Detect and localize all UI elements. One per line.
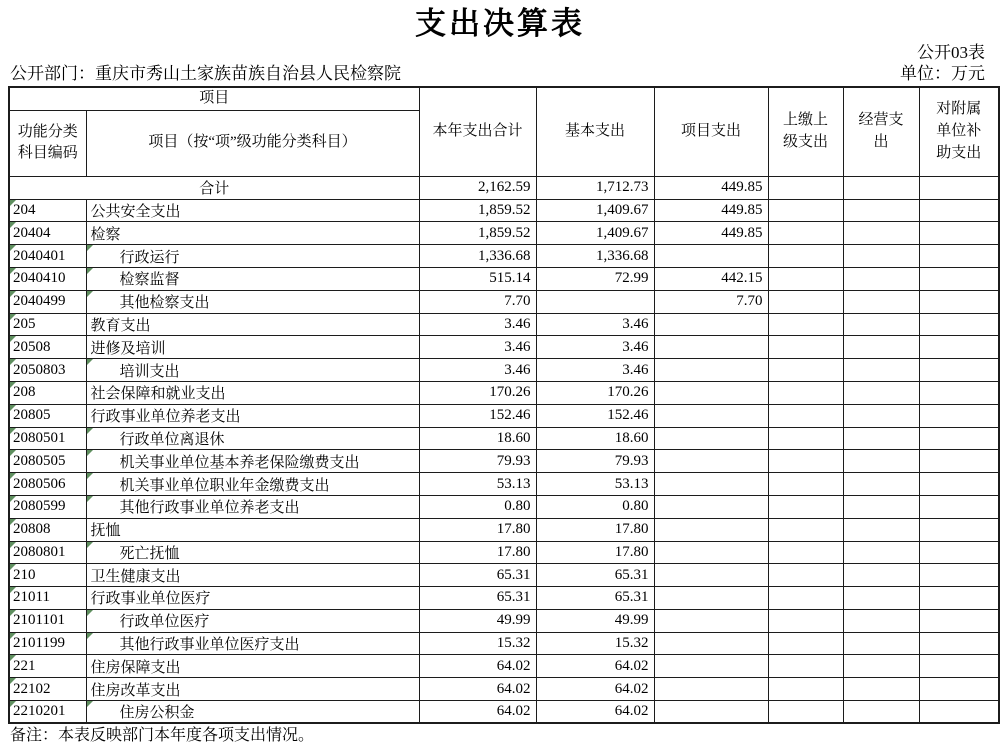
total-value-cell: 15.32 xyxy=(419,632,536,655)
table-row xyxy=(9,541,999,564)
upper-value-cell xyxy=(768,245,843,268)
upper-value-cell xyxy=(768,313,843,336)
item-name-cell: 住房保障支出 xyxy=(86,655,419,678)
total-value-cell: 170.26 xyxy=(419,381,536,404)
operating-value-cell xyxy=(843,495,919,518)
total-value-cell: 79.93 xyxy=(419,450,536,473)
total-value-cell: 1,336.68 xyxy=(419,245,536,268)
total-value-cell: 64.02 xyxy=(419,701,536,724)
table-row xyxy=(9,701,999,724)
project-value-cell xyxy=(654,495,768,518)
basic-value-cell: 1,409.67 xyxy=(536,222,654,245)
total-value-cell: 3.46 xyxy=(419,359,536,382)
upper-value-cell xyxy=(768,359,843,382)
basic-value-cell: 53.13 xyxy=(536,473,654,496)
operating-value-cell xyxy=(843,518,919,541)
project-value-cell: 449.85 xyxy=(654,199,768,222)
subsidy-value-cell xyxy=(919,427,999,450)
code-cell: 2080506 xyxy=(9,473,86,496)
total-value-cell: 53.13 xyxy=(419,473,536,496)
item-name-cell: 培训支出 xyxy=(86,359,419,382)
table-row xyxy=(9,655,999,678)
table-row xyxy=(9,359,999,382)
table-row xyxy=(9,404,999,427)
item-name-cell: 机关事业单位基本养老保险缴费支出 xyxy=(86,450,419,473)
item-name-cell: 行政事业单位养老支出 xyxy=(86,404,419,427)
total-label-cell: 合计 xyxy=(9,176,419,199)
operating-value-cell xyxy=(843,313,919,336)
subsidy-value-cell xyxy=(919,678,999,701)
project-value-cell xyxy=(654,564,768,587)
item-name-cell: 机关事业单位职业年金缴费支出 xyxy=(86,473,419,496)
total-value-cell: 17.80 xyxy=(419,518,536,541)
subsidy-value-cell xyxy=(919,473,999,496)
table-row xyxy=(9,518,999,541)
code-cell: 210 xyxy=(9,564,86,587)
basic-value-cell: 3.46 xyxy=(536,313,654,336)
subsidy-value-cell xyxy=(919,495,999,518)
column-header-upper: 上缴上级支出 xyxy=(768,87,843,176)
column-header-code: 功能分类科目编码 xyxy=(9,110,86,176)
upper-value-cell xyxy=(768,381,843,404)
total-value-cell: 3.46 xyxy=(419,336,536,359)
total-value-cell: 0.80 xyxy=(419,495,536,518)
item-name-cell: 住房改革支出 xyxy=(86,678,419,701)
unit-label: 单位：万元 xyxy=(900,64,985,83)
basic-value-cell: 17.80 xyxy=(536,541,654,564)
operating-value-cell xyxy=(843,267,919,290)
project-value-cell xyxy=(654,587,768,610)
total-value-cell: 515.14 xyxy=(419,267,536,290)
table-code-label: 公开03表 xyxy=(917,43,985,62)
subsidy-value-cell xyxy=(919,199,999,222)
operating-value-cell xyxy=(843,359,919,382)
project-value-cell: 7.70 xyxy=(654,290,768,313)
basic-value-cell: 1,409.67 xyxy=(536,199,654,222)
expenditure-table xyxy=(8,86,1000,724)
operating-value-cell xyxy=(843,290,919,313)
subsidy-value-cell xyxy=(919,290,999,313)
basic-value-cell: 152.46 xyxy=(536,404,654,427)
item-name-cell: 其他检察支出 xyxy=(86,290,419,313)
subsidy-value-cell xyxy=(919,404,999,427)
item-name-cell: 公共安全支出 xyxy=(86,199,419,222)
item-name-cell: 抚恤 xyxy=(86,518,419,541)
subsidy-value-cell xyxy=(919,381,999,404)
code-cell: 2101199 xyxy=(9,632,86,655)
meta-line xyxy=(0,63,1000,85)
project-value-cell xyxy=(654,404,768,427)
table-row xyxy=(9,267,999,290)
code-cell: 22102 xyxy=(9,678,86,701)
basic-value-cell: 1,712.73 xyxy=(536,176,654,199)
project-value-cell xyxy=(654,678,768,701)
code-cell: 2080801 xyxy=(9,541,86,564)
page-title: 支出决算表 xyxy=(415,6,585,41)
subsidy-value-cell xyxy=(919,359,999,382)
basic-value-cell: 64.02 xyxy=(536,701,654,724)
column-header-basic: 基本支出 xyxy=(536,87,654,176)
subsidy-value-cell xyxy=(919,564,999,587)
code-cell: 205 xyxy=(9,313,86,336)
operating-value-cell xyxy=(843,564,919,587)
upper-value-cell xyxy=(768,518,843,541)
operating-value-cell xyxy=(843,245,919,268)
total-value-cell: 64.02 xyxy=(419,678,536,701)
code-cell: 208 xyxy=(9,381,86,404)
upper-value-cell xyxy=(768,222,843,245)
code-cell: 2040410 xyxy=(9,267,86,290)
operating-value-cell xyxy=(843,222,919,245)
subsidy-value-cell xyxy=(919,655,999,678)
table-row xyxy=(9,381,999,404)
subsidy-value-cell xyxy=(919,541,999,564)
project-value-cell xyxy=(654,655,768,678)
code-cell: 2080505 xyxy=(9,450,86,473)
table-row xyxy=(9,609,999,632)
upper-value-cell xyxy=(768,199,843,222)
subsidy-value-cell xyxy=(919,450,999,473)
subsidy-value-cell xyxy=(919,245,999,268)
project-value-cell: 449.85 xyxy=(654,176,768,199)
operating-value-cell xyxy=(843,678,919,701)
basic-value-cell: 17.80 xyxy=(536,518,654,541)
project-value-cell xyxy=(654,701,768,724)
item-name-cell: 死亡抚恤 xyxy=(86,541,419,564)
basic-value-cell: 79.93 xyxy=(536,450,654,473)
operating-value-cell xyxy=(843,450,919,473)
subsidy-value-cell xyxy=(919,313,999,336)
item-name-cell: 其他行政事业单位养老支出 xyxy=(86,495,419,518)
upper-value-cell xyxy=(768,404,843,427)
project-value-cell xyxy=(654,381,768,404)
footer-note: 备注：本表反映部门本年度各项支出情况。 xyxy=(10,727,315,745)
upper-value-cell xyxy=(768,541,843,564)
total-value-cell: 1,859.52 xyxy=(419,222,536,245)
code-cell: 20404 xyxy=(9,222,86,245)
operating-value-cell xyxy=(843,199,919,222)
code-cell: 20508 xyxy=(9,336,86,359)
subsidy-value-cell xyxy=(919,587,999,610)
code-cell: 2040499 xyxy=(9,290,86,313)
project-value-cell xyxy=(654,336,768,359)
project-value-cell xyxy=(654,359,768,382)
table-row xyxy=(9,450,999,473)
subsidy-value-cell xyxy=(919,632,999,655)
upper-value-cell xyxy=(768,564,843,587)
table-row xyxy=(9,473,999,496)
code-cell: 21011 xyxy=(9,587,86,610)
item-name-cell: 住房公积金 xyxy=(86,701,419,724)
table-row xyxy=(9,678,999,701)
total-value-cell: 2,162.59 xyxy=(419,176,536,199)
table-row xyxy=(9,495,999,518)
item-name-cell: 检察监督 xyxy=(86,267,419,290)
total-row xyxy=(9,176,999,199)
item-name-cell: 进修及培训 xyxy=(86,336,419,359)
code-cell: 221 xyxy=(9,655,86,678)
operating-value-cell xyxy=(843,427,919,450)
column-header-operating: 经营支出 xyxy=(843,87,919,176)
table-row xyxy=(9,587,999,610)
upper-value-cell xyxy=(768,678,843,701)
code-cell: 2080599 xyxy=(9,495,86,518)
table-row xyxy=(9,336,999,359)
basic-value-cell: 65.31 xyxy=(536,587,654,610)
item-name-cell: 社会保障和就业支出 xyxy=(86,381,419,404)
upper-value-cell xyxy=(768,587,843,610)
basic-value-cell: 3.46 xyxy=(536,359,654,382)
table-row xyxy=(9,199,999,222)
subsidy-value-cell xyxy=(919,267,999,290)
total-value-cell: 49.99 xyxy=(419,609,536,632)
basic-value-cell: 15.32 xyxy=(536,632,654,655)
operating-value-cell xyxy=(843,176,919,199)
basic-value-cell: 1,336.68 xyxy=(536,245,654,268)
table-body xyxy=(9,176,999,723)
upper-value-cell xyxy=(768,336,843,359)
item-name-cell: 行政单位离退休 xyxy=(86,427,419,450)
project-value-cell xyxy=(654,541,768,564)
column-header-project-detail: 项目（按“项”级功能分类科目） xyxy=(86,110,419,176)
upper-value-cell xyxy=(768,450,843,473)
column-header-total: 本年支出合计 xyxy=(419,87,536,176)
subsidy-value-cell xyxy=(919,222,999,245)
operating-value-cell xyxy=(843,381,919,404)
operating-value-cell xyxy=(843,655,919,678)
basic-value-cell: 18.60 xyxy=(536,427,654,450)
upper-value-cell xyxy=(768,609,843,632)
total-value-cell: 64.02 xyxy=(419,655,536,678)
code-cell: 2101101 xyxy=(9,609,86,632)
column-header-project: 项目支出 xyxy=(654,87,768,176)
project-value-cell: 442.15 xyxy=(654,267,768,290)
item-name-cell: 卫生健康支出 xyxy=(86,564,419,587)
upper-value-cell xyxy=(768,267,843,290)
total-value-cell: 65.31 xyxy=(419,587,536,610)
code-cell: 2210201 xyxy=(9,701,86,724)
operating-value-cell xyxy=(843,632,919,655)
subsidy-value-cell xyxy=(919,609,999,632)
operating-value-cell xyxy=(843,701,919,724)
code-cell: 2040401 xyxy=(9,245,86,268)
project-value-cell xyxy=(654,245,768,268)
project-value-cell xyxy=(654,609,768,632)
basic-value-cell: 64.02 xyxy=(536,678,654,701)
upper-value-cell xyxy=(768,290,843,313)
table-row xyxy=(9,290,999,313)
subsidy-value-cell xyxy=(919,336,999,359)
total-value-cell: 1,859.52 xyxy=(419,199,536,222)
project-value-cell xyxy=(654,632,768,655)
basic-value-cell: 3.46 xyxy=(536,336,654,359)
total-value-cell: 7.70 xyxy=(419,290,536,313)
upper-value-cell xyxy=(768,473,843,496)
project-value-cell xyxy=(654,518,768,541)
header-row-1 xyxy=(9,87,999,110)
upper-value-cell xyxy=(768,655,843,678)
code-cell: 20808 xyxy=(9,518,86,541)
code-cell: 20805 xyxy=(9,404,86,427)
operating-value-cell xyxy=(843,587,919,610)
upper-value-cell xyxy=(768,632,843,655)
table-row xyxy=(9,313,999,336)
operating-value-cell xyxy=(843,541,919,564)
column-header-subsidy: 对附属单位补助支出 xyxy=(919,87,999,176)
table-row xyxy=(9,427,999,450)
operating-value-cell xyxy=(843,404,919,427)
basic-value-cell: 72.99 xyxy=(536,267,654,290)
upper-value-cell xyxy=(768,427,843,450)
basic-value-cell: 65.31 xyxy=(536,564,654,587)
table-row xyxy=(9,632,999,655)
department-label: 公开部门：重庆市秀山土家族苗族自治县人民检察院 xyxy=(10,64,401,83)
item-name-cell: 行政事业单位医疗 xyxy=(86,587,419,610)
total-value-cell: 18.60 xyxy=(419,427,536,450)
basic-value-cell: 0.80 xyxy=(536,495,654,518)
code-cell: 204 xyxy=(9,199,86,222)
upper-value-cell xyxy=(768,495,843,518)
project-value-cell xyxy=(654,427,768,450)
total-value-cell: 152.46 xyxy=(419,404,536,427)
project-value-cell xyxy=(654,313,768,336)
basic-value-cell: 49.99 xyxy=(536,609,654,632)
item-name-cell: 行政单位医疗 xyxy=(86,609,419,632)
subsidy-value-cell xyxy=(919,701,999,724)
upper-value-cell xyxy=(768,701,843,724)
total-value-cell: 17.80 xyxy=(419,541,536,564)
table-row xyxy=(9,222,999,245)
project-value-cell: 449.85 xyxy=(654,222,768,245)
subsidy-value-cell xyxy=(919,518,999,541)
project-value-cell xyxy=(654,450,768,473)
operating-value-cell xyxy=(843,473,919,496)
table-row xyxy=(9,245,999,268)
column-header-project-group: 项目 xyxy=(9,87,419,110)
code-cell: 2050803 xyxy=(9,359,86,382)
basic-value-cell xyxy=(536,290,654,313)
project-value-cell xyxy=(654,473,768,496)
code-cell: 2080501 xyxy=(9,427,86,450)
item-name-cell: 行政运行 xyxy=(86,245,419,268)
basic-value-cell: 170.26 xyxy=(536,381,654,404)
item-name-cell: 教育支出 xyxy=(86,313,419,336)
subsidy-value-cell xyxy=(919,176,999,199)
basic-value-cell: 64.02 xyxy=(536,655,654,678)
table-row xyxy=(9,564,999,587)
total-value-cell: 3.46 xyxy=(419,313,536,336)
total-value-cell: 65.31 xyxy=(419,564,536,587)
operating-value-cell xyxy=(843,609,919,632)
item-name-cell: 其他行政事业单位医疗支出 xyxy=(86,632,419,655)
item-name-cell: 检察 xyxy=(86,222,419,245)
upper-value-cell xyxy=(768,176,843,199)
operating-value-cell xyxy=(843,336,919,359)
